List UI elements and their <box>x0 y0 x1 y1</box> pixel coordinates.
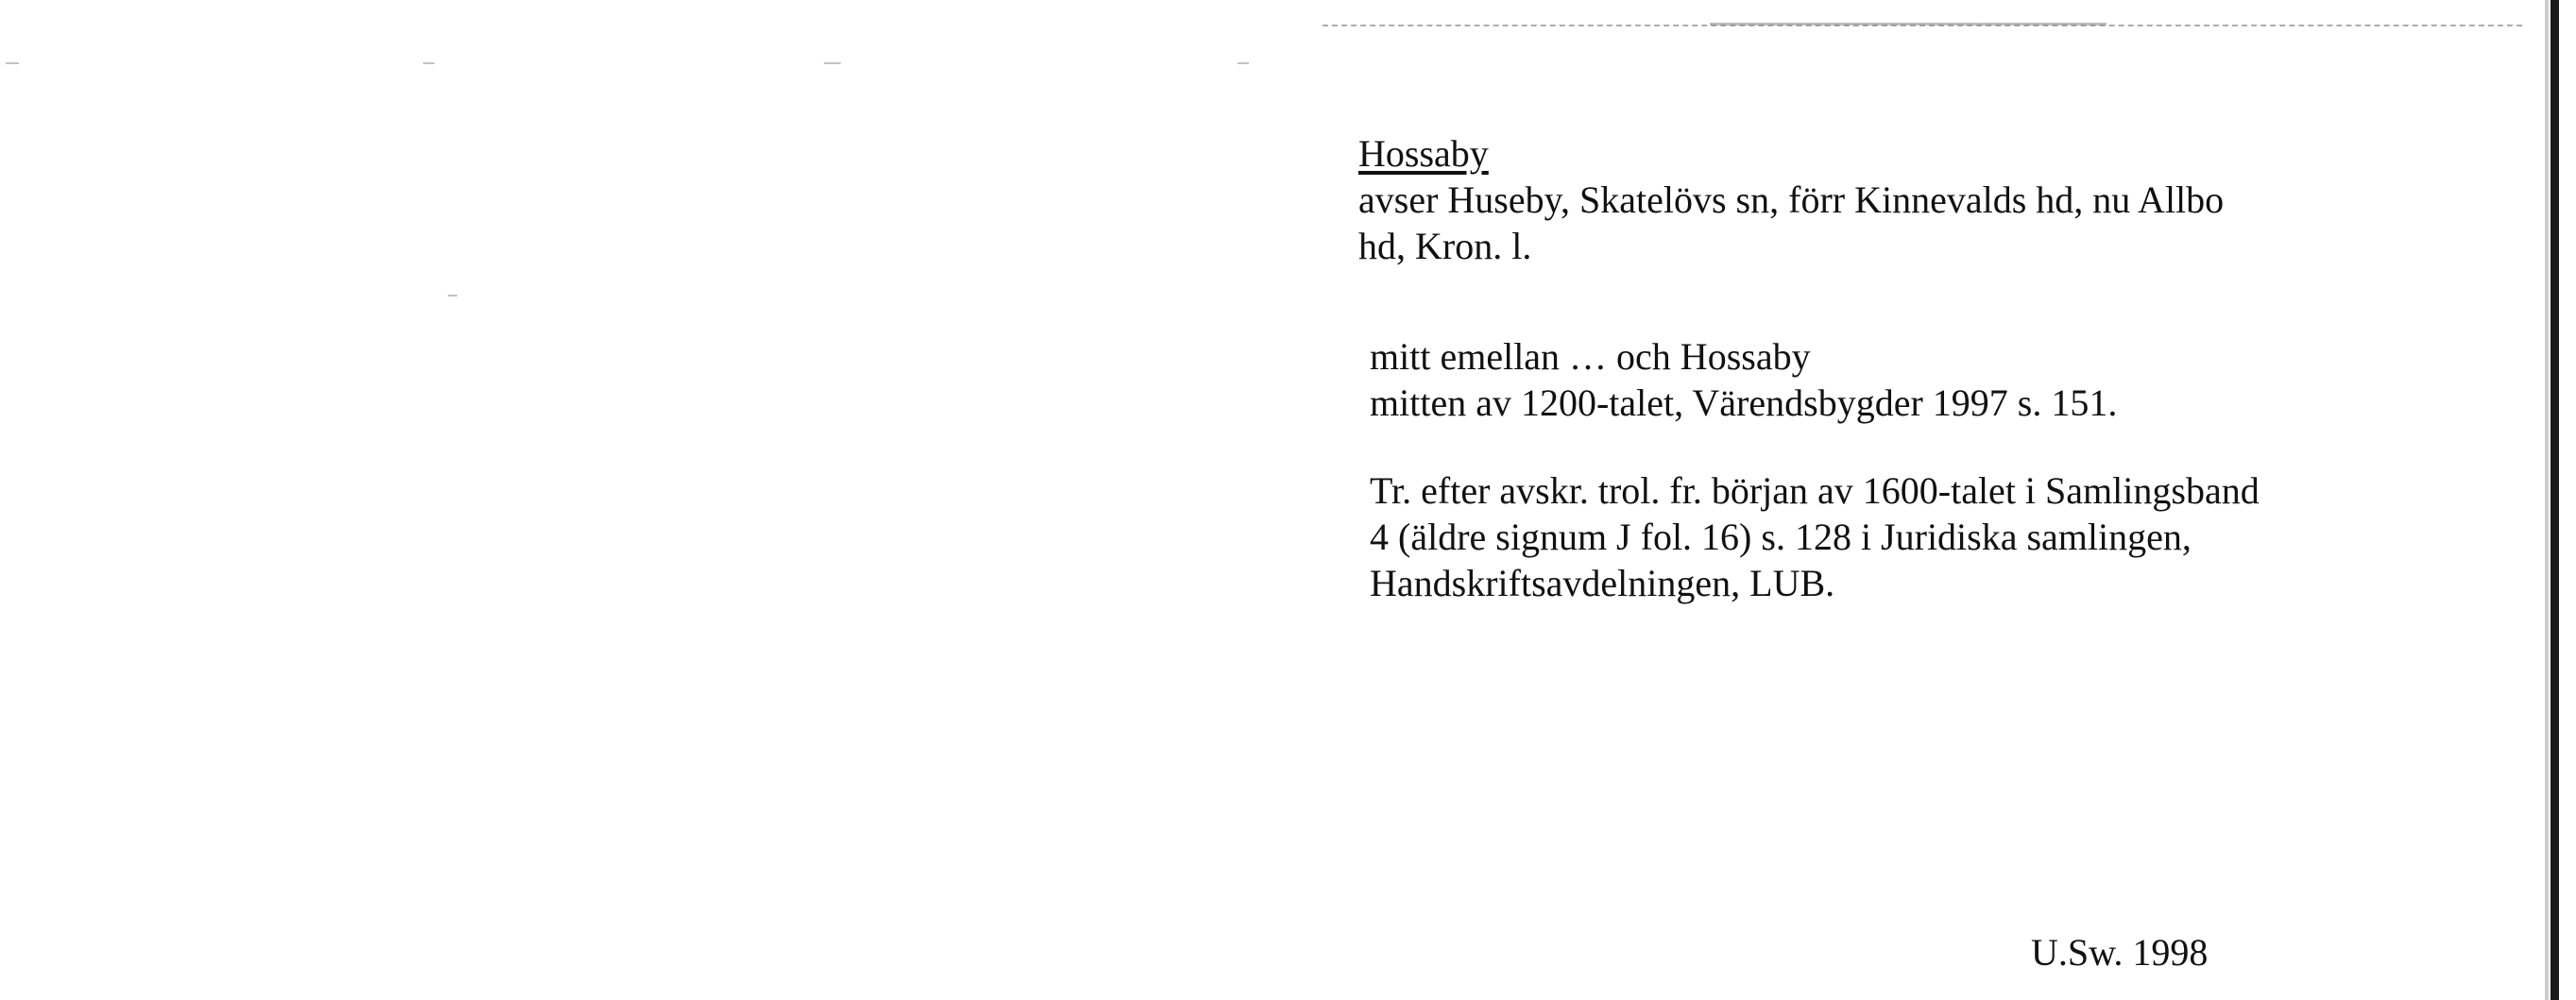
quote-line-1: mitt emellan … och Hossaby <box>1370 335 1811 378</box>
description-line-1: avser Huseby, Skatelövs sn, förr Kinnevalds hd, nu Allbo <box>1358 178 2225 221</box>
page-edge <box>2550 0 2559 1000</box>
entry-heading: Hossaby <box>1358 132 1489 175</box>
quote-line-2: mitten av 1200-talet, Värendsbygder 1997 s. 151. <box>1370 381 2118 424</box>
entry-quote <box>1358 333 2492 426</box>
page-edge-shadow <box>2545 0 2549 1000</box>
entry-description <box>1358 130 2492 269</box>
entry-source <box>1358 467 2492 606</box>
source-line-2: 4 (äldre signum J fol. 16) s. 128 i Juridiska samlingen, <box>1370 516 2192 558</box>
source-line-1: Tr. efter avskr. trol. fr. början av 1600-talet i Samlingsband <box>1370 469 2260 512</box>
scan-speck <box>423 62 435 64</box>
scan-speck <box>824 62 841 64</box>
scan-speck <box>1237 62 1249 64</box>
scan-speck <box>448 295 457 297</box>
top-scan-line-dense <box>1710 23 2107 25</box>
entry-text-block <box>1358 130 2492 606</box>
source-line-3: Handskriftsavdelningen, LUB. <box>1370 562 1835 604</box>
scan-speck <box>6 62 19 64</box>
author-signature: U.Sw. 1998 <box>2031 931 2209 974</box>
description-line-2: hd, Kron. l. <box>1358 225 1532 267</box>
